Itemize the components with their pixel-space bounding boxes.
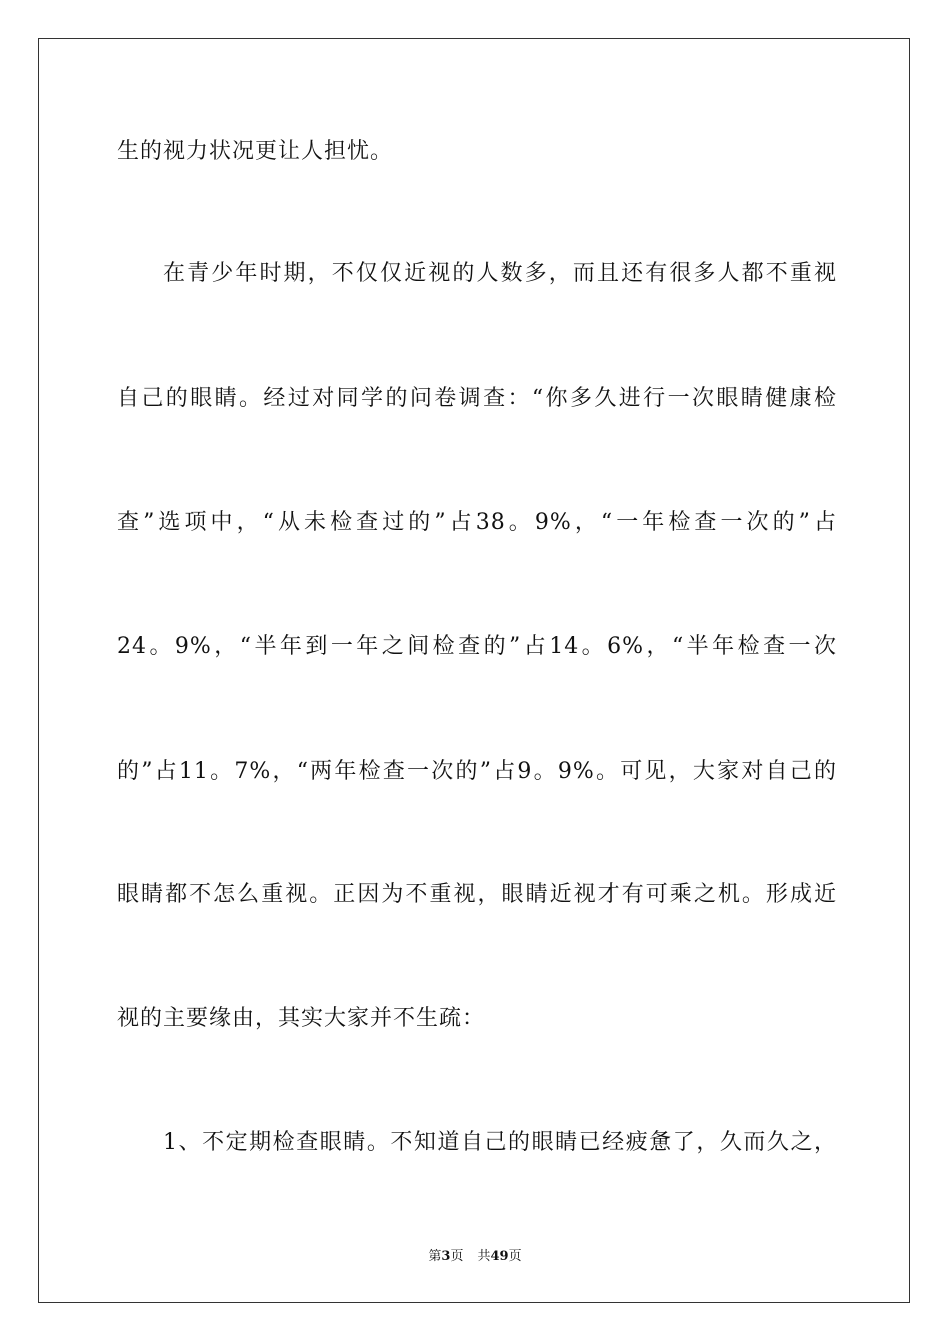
paragraph-line-4: 查”选项中，“从未检查过的”占38。9%，“一年检查一次的”占: [117, 510, 837, 535]
page-border: [38, 38, 910, 1303]
paragraph-line-7: 眼睛都不怎么重视。正因为不重视，眼睛近视才有可乘之机。形成近: [117, 882, 837, 907]
footer-page-suffix: 页: [450, 1249, 464, 1264]
paragraph-line-6: 的”占11。7%，“两年检查一次的”占9。9%。可见，大家对自己的: [117, 759, 837, 784]
paragraph-line-5: 24。9%，“半年到一年之间检查的”占14。6%，“半年检查一次: [117, 634, 837, 659]
footer-page-number: 3: [441, 1249, 451, 1264]
footer-page-prefix: 第: [428, 1249, 442, 1264]
page-footer: [0, 1248, 950, 1266]
paragraph-line-2: 在青少年时期，不仅仅近视的人数多，而且还有很多人都不重视: [163, 261, 837, 286]
footer-total-suffix: 页: [508, 1249, 522, 1264]
paragraph-line-3: 自己的眼睛。经过对同学的问卷调查：“你多久进行一次眼睛健康检: [117, 386, 837, 411]
footer-total-pages: 49: [490, 1249, 509, 1264]
footer-total-prefix: 共: [477, 1249, 491, 1264]
paragraph-line-9: 1、不定期检查眼睛。不知道自己的眼睛已经疲惫了，久而久之，: [163, 1130, 837, 1155]
paragraph-line-1: 生的视力状况更让人担忧。: [117, 139, 394, 164]
paragraph-line-8: 视的主要缘由，其实大家并不生疏：: [117, 1006, 486, 1031]
